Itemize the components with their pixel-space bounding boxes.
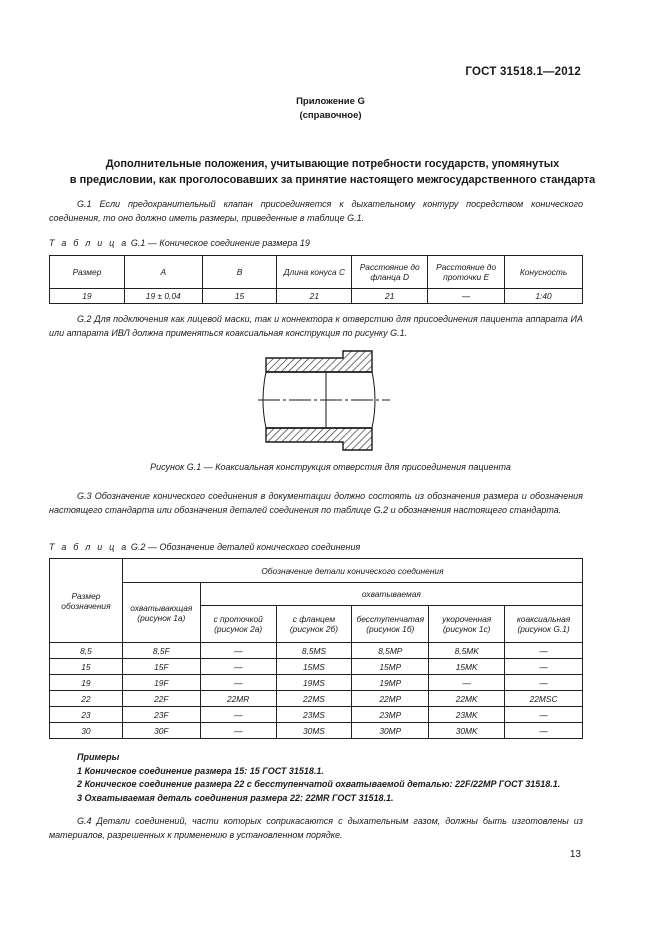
table-g2-cell: 22: [50, 691, 123, 707]
table-g2-row: [50, 691, 583, 707]
table-g2-cell: —: [200, 659, 276, 675]
table-g2-cell: 30MK: [429, 723, 505, 739]
paragraph-g2-text: G.2 Для подключения как лицевой маски, так и коннектора к отверстию для присоединения пациента аппарата ИА или аппарата ИВЛ должна применяться коаксиальная конструкция по рисунку G.1.: [49, 314, 583, 338]
example-2: 2 Коническое соединение размера 22 с бесступенчатой охватываемой деталью: 22F/22MP ГОСТ 31518.1.: [77, 779, 561, 789]
table-g2-cell: 8,5MP: [352, 643, 429, 659]
table-g2-cell: 23MP: [352, 707, 429, 723]
table1-caption-text: G.1 — Коническое соединение размера 19: [130, 238, 310, 248]
table-g2-cell: 19F: [122, 675, 200, 691]
table-g2-cell: —: [200, 707, 276, 723]
table-g1-cell: 21: [352, 289, 428, 304]
table-g2-header-enclosing: охватывающая (рисунок 1а): [122, 583, 200, 643]
table-g2-cell: 22MSC: [505, 691, 583, 707]
example-3: 3 Охватываемая деталь соединения размера 22: 22MR ГОСТ 31518.1.: [77, 792, 394, 803]
table-g1-header-cell: Длина конуса C: [277, 256, 352, 289]
table-g1-header-cell: B: [202, 256, 277, 289]
table-g2-cell: —: [505, 675, 583, 691]
table-g2-cell: 22MR: [200, 691, 276, 707]
table1-caption-prefix: Т а б л и ц а: [49, 238, 129, 248]
table-g1-header-cell: A: [124, 256, 202, 289]
table-g2-row: [50, 659, 583, 675]
paragraph-g4: [49, 815, 583, 842]
table-g2-row: [50, 675, 583, 691]
paragraph-g3-text: G.3 Обозначение конического соединения в документации должно состоять из обозначения размера и обозначения настоящего стандарта или обозначения деталей соединения по таблице G.2 и обозначения настоящего стандарта.: [49, 491, 583, 515]
table-g2-cell: 23F: [122, 707, 200, 723]
table-g2-cell: 30F: [122, 723, 200, 739]
standard-designation: ГОСТ 31518.1—2012: [465, 66, 581, 78]
table-g1-header-row: [50, 256, 583, 289]
table-g2-header-size: Размер обозначения: [50, 559, 123, 643]
table-g2-cell: —: [505, 643, 583, 659]
table-g1-header-cell: Расстояние до проточки E: [428, 256, 505, 289]
table-g1-header-cell: Конусность: [505, 256, 583, 289]
table-g2-cell: —: [505, 659, 583, 675]
table2-caption-prefix: Т а б л и ц а: [49, 542, 129, 552]
table-g2-cell: 22MK: [429, 691, 505, 707]
table-g1-header-cell: Расстояние до фланца D: [352, 256, 428, 289]
table-g1-cell: 19: [50, 289, 125, 304]
table-g1-cell: 19 ± 0,04: [124, 289, 202, 304]
table-g2-cell: 15: [50, 659, 123, 675]
table-g2-header-enclosed: охватываемая: [200, 583, 582, 606]
table-g1-cell: 15: [202, 289, 277, 304]
example-1: 1 Коническое соединение размера 15: 15 ГОСТ 31518.1.: [77, 765, 324, 776]
table-g1-header-cell: Размер: [50, 256, 125, 289]
table1-caption: [49, 238, 310, 248]
page-number: 13: [569, 849, 581, 860]
table-g2-cell: —: [505, 707, 583, 723]
table-g2-cell: 30: [50, 723, 123, 739]
table-g2-cell: 22MS: [276, 691, 352, 707]
table-g2-cell: 15MK: [429, 659, 505, 675]
table-g2-subheader: укороченная (рисунок 1с): [429, 606, 505, 643]
figure-caption: Рисунок G.1 — Коаксиальная конструкция отверстия для присоединения пациента: [150, 462, 511, 472]
table-g2-cell: 23: [50, 707, 123, 723]
table-g2-cell: 30MS: [276, 723, 352, 739]
table-g2-subheader: бесступенчатая (рисунок 1б): [352, 606, 429, 643]
table-g1: [49, 255, 583, 304]
coaxial-connector-drawing: [250, 346, 400, 456]
table-g2-cell: —: [200, 643, 276, 659]
table2-caption: [49, 542, 360, 552]
table-g1-cell: 21: [277, 289, 352, 304]
table-g2-cell: —: [505, 723, 583, 739]
table-g2-cell: —: [429, 675, 505, 691]
table-g2-row: [50, 707, 583, 723]
table-g1-row: [50, 289, 583, 304]
table-g2-cell: 8,5F: [122, 643, 200, 659]
table-g1-cell: 1:40: [505, 289, 583, 304]
table-g2-cell: 22F: [122, 691, 200, 707]
table-g2-header-part: Обозначение детали конического соединения: [122, 559, 582, 583]
table-g2-cell: —: [200, 675, 276, 691]
connector-bottom-wall: [266, 428, 372, 450]
table-g2-cell: 8,5: [50, 643, 123, 659]
table-g2-row: [50, 643, 583, 659]
table-g2-cell: 8,5MK: [429, 643, 505, 659]
table-g2-cell: 23MK: [429, 707, 505, 723]
paragraph-g3: [49, 490, 583, 517]
annex-title: Приложение G: [296, 96, 365, 107]
examples-block: [49, 751, 583, 805]
table-g2-cell: 15MP: [352, 659, 429, 675]
section-heading: [40, 156, 625, 188]
table-g2: [49, 558, 583, 739]
table-g2-cell: 19MS: [276, 675, 352, 691]
table-g2-cell: 19: [50, 675, 123, 691]
table-g2-cell: 30MP: [352, 723, 429, 739]
section-heading-line2: в предисловии, как проголосовавших за принятие настоящего межгосударственного стандарта: [69, 174, 596, 186]
table-g2-cell: 15MS: [276, 659, 352, 675]
annex-subtitle: (справочное): [299, 110, 362, 121]
table-g2-cell: 19MP: [352, 675, 429, 691]
table-g2-subheader: с проточкой (рисунок 2а): [200, 606, 276, 643]
table-g2-cell: 8,5MS: [276, 643, 352, 659]
table-g2-cell: 23MS: [276, 707, 352, 723]
table-g1-cell: —: [428, 289, 505, 304]
connector-top-wall: [266, 351, 372, 372]
paragraph-g1-text: G.1 Если предохранительный клапан присоединяется к дыхательному контуру посредством конического соединения, то оно должно иметь размеры, приведенные в таблице G.1.: [49, 199, 583, 223]
paragraph-g1: [49, 198, 583, 225]
table-g2-subheader: коаксиальная (рисунок G.1): [505, 606, 583, 643]
table-g2-subheader: с фланцем (рисунок 2б): [276, 606, 352, 643]
section-heading-line1: Дополнительные положения, учитывающие потребности государств, упомянутых: [105, 158, 560, 170]
table2-caption-text: G.2 — Обозначение деталей конического соединения: [130, 542, 361, 552]
table-g2-cell: 22MP: [352, 691, 429, 707]
table-g2-cell: —: [200, 723, 276, 739]
examples-title: Примеры: [77, 752, 120, 762]
paragraph-g2: [49, 313, 583, 340]
table-g2-row: [50, 723, 583, 739]
table-g2-cell: 15F: [122, 659, 200, 675]
paragraph-g4-text: G.4 Детали соединений, части которых соприкасаются с дыхательным газом, должны быть изготовлены из материалов, разрешенных к применению в установленном порядке.: [49, 816, 583, 840]
